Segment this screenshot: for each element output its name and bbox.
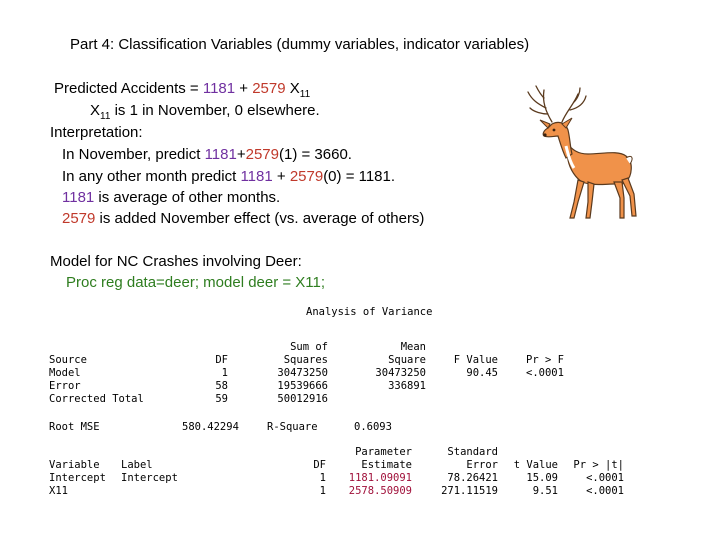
root-mse-label: Root MSE [49, 421, 100, 433]
param-header-t: t Value [513, 459, 558, 471]
param-row-p: <.0001 [586, 485, 624, 497]
anova-row-f: 90.45 [466, 367, 498, 379]
interpretation-other-months: In any other month predict 1181 + 2579(0) = 1181. [62, 168, 396, 185]
param-row-df: 1 [319, 472, 326, 484]
anova-header-ms1: Mean [400, 341, 426, 353]
anova-row-ms: 336891 [388, 380, 426, 392]
page-title: Part 4: Classification Variables (dummy variables, indicator variables) [70, 36, 530, 53]
anova-header-ss1: Sum of [290, 341, 328, 353]
anova-title: Analysis of Variance [306, 306, 433, 318]
param-header-p: Pr > |t| [573, 459, 624, 471]
anova-row-ss: 50012916 [277, 393, 328, 405]
param-row-variable: X11 [49, 485, 68, 497]
r-square-label: R-Square [267, 421, 318, 433]
interpretation-label: Interpretation: [50, 124, 143, 141]
anova-row-p: <.0001 [526, 367, 564, 379]
model-description: Model for NC Crashes involving Deer: [50, 253, 302, 270]
param-header-se2: Error [466, 459, 498, 471]
param-row-df: 1 [319, 485, 326, 497]
anova-header-p: Pr > F [526, 354, 564, 366]
anova-row-df: 58 [215, 380, 228, 392]
anova-row-df: 1 [221, 367, 228, 379]
root-mse-value: 580.42294 [182, 421, 239, 433]
interpretation-effect: 2579 is added November effect (vs. average of others) [62, 210, 425, 227]
param-header-label: Label [121, 459, 153, 471]
param-row-se: 271.11519 [441, 485, 498, 497]
param-header-est1: Parameter [355, 446, 412, 458]
model-equation: Predicted Accidents = 1181 + 2579 $X_{11}$ [54, 80, 311, 100]
anova-row-ss: 19539666 [277, 380, 328, 392]
param-row-estimate: 2578.50909 [348, 485, 412, 497]
anova-header-ms2: Square [388, 354, 426, 366]
anova-header-source: Source [49, 354, 87, 366]
param-row-p: <.0001 [586, 472, 624, 484]
anova-header-df: DF [215, 354, 228, 366]
anova-row-source: Model [49, 367, 81, 379]
anova-row-source: Corrected Total [49, 393, 144, 405]
anova-row-ms: 30473250 [375, 367, 426, 379]
param-header-se1: Standard [447, 446, 498, 458]
anova-row-ss: 30473250 [277, 367, 328, 379]
param-header-df: DF [313, 459, 326, 471]
anova-header-f: F Value [453, 354, 498, 366]
param-header-variable: Variable [49, 459, 100, 471]
proc-reg-code: Proc reg data=deer; model deer = X11; [66, 274, 326, 291]
param-header-est2: Estimate [361, 459, 412, 471]
x11-definition: $X_{11}$ is 1 in November, 0 elsewhere. [90, 102, 320, 122]
interpretation-average: 1181 is average of other months. [62, 189, 281, 206]
r-square-value: 0.6093 [354, 421, 392, 433]
param-row-estimate: 1181.09091 [348, 472, 412, 484]
anova-row-source: Error [49, 380, 81, 392]
anova-header-ss2: Squares [283, 354, 328, 366]
param-row-se: 78.26421 [447, 472, 498, 484]
param-row-t: 9.51 [532, 485, 558, 497]
deer-icon [522, 84, 642, 224]
param-row-label: Intercept [121, 472, 178, 484]
anova-row-df: 59 [215, 393, 228, 405]
param-row-variable: Intercept [49, 472, 106, 484]
param-row-t: 15.09 [526, 472, 558, 484]
interpretation-november: In November, predict 1181+2579(1) = 3660. [62, 146, 352, 163]
